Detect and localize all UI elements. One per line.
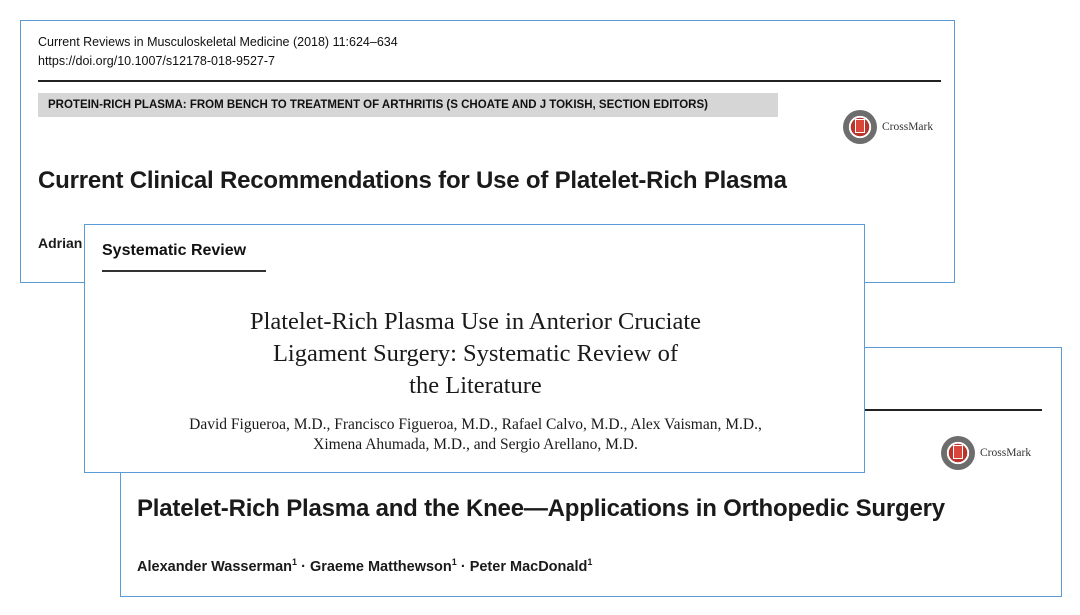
paper-title-line: Platelet-Rich Plasma Use in Anterior Cruciate (249, 308, 702, 335)
paper-card-acl-systematic-review (84, 224, 865, 473)
author-name: Peter MacDonald (469, 559, 588, 575)
paper-title (85, 306, 865, 402)
journal-citation (38, 33, 398, 71)
article-type-underline (102, 270, 266, 272)
crossmark-label: CrossMark (980, 447, 1032, 459)
author-line: Ximena Ahumada, M.D., and Sergio Arellano, M.D. (313, 436, 638, 453)
paper-title-line: Ligament Surgery: Systematic Review of (272, 340, 679, 367)
author-name: Graeme Matthewson (309, 559, 452, 575)
article-type-label: Systematic Review (102, 242, 247, 259)
crossmark-badge[interactable] (843, 110, 933, 144)
paper-title: Current Clinical Recommendations for Use of Platelet-Rich Plasma (38, 167, 787, 194)
crossmark-icon (843, 110, 877, 144)
author-name: Alexander Wasserman (137, 559, 293, 575)
author-separator: · (460, 559, 466, 575)
author-separator: · (301, 559, 306, 575)
author-list: Adrian (38, 235, 83, 251)
author-list (137, 559, 592, 575)
crossmark-icon (941, 436, 975, 470)
crossmark-label: CrossMark (882, 121, 934, 133)
section-banner: PROTEIN-RICH PLASMA: FROM BENCH TO TREATMENT OF ARTHRITIS (S CHOATE AND J TOKISH, SECTION EDITORS) (38, 93, 778, 117)
author-affiliation: 1 (292, 557, 298, 567)
crossmark-badge[interactable] (941, 436, 1031, 470)
author-affiliation: 1 (587, 557, 593, 567)
journal-name-line: Current Reviews in Musculoskeletal Medicine (2018) 11:624–634 (38, 35, 398, 49)
paper-title-line: the Literature (409, 372, 542, 399)
paper-title: Platelet-Rich Plasma and the Knee—Applications in Orthopedic Surgery (137, 495, 945, 522)
doi-link[interactable]: https://doi.org/10.1007/s12178-018-9527-7 (38, 54, 275, 68)
header-rule (38, 80, 941, 82)
author-line: David Figueroa, M.D., Francisco Figueroa, M.D., Rafael Calvo, M.D., Alex Vaisman, M.D., (189, 416, 762, 433)
author-list (85, 415, 865, 455)
author-affiliation: 1 (451, 557, 457, 567)
